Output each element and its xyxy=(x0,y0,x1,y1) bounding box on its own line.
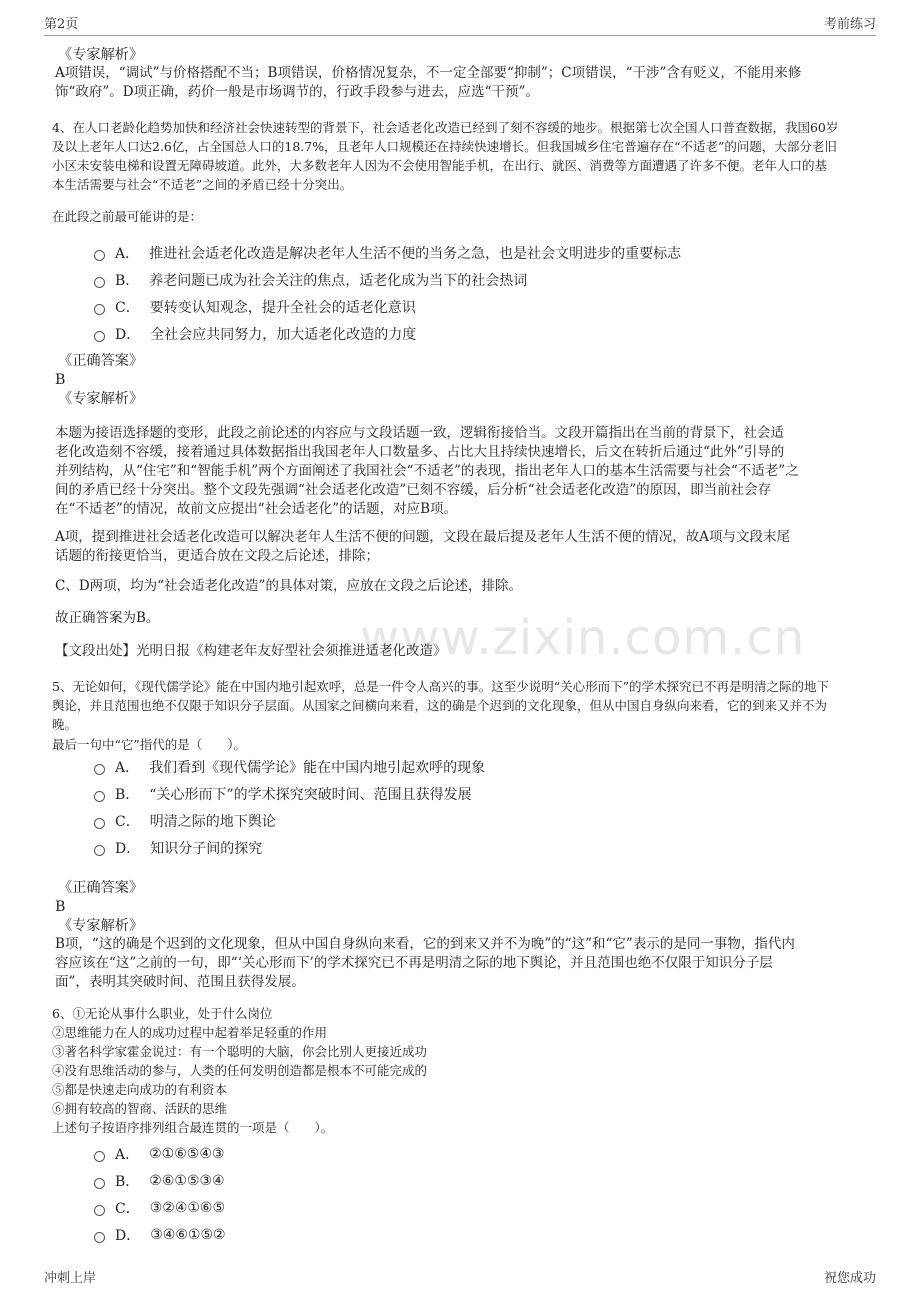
q5-stem-line: 舆论，并且范围也绝不仅限于知识分子层面。从国家之间横向来看，这的确是个迟到的文化现象，但从中国自身纵向来看，它的到来又并不为 xyxy=(52,698,828,713)
option-text: 养老问题已成为社会关注的焦点，适老化成为当下的社会热词 xyxy=(149,273,528,289)
q5-answer: B xyxy=(55,899,66,915)
q4-analysis-line: 并列结构，从“住宅”和“智能手机”两个方面阐述了我国社会“不适老”的表现，指出老年人口的基本生活需要与社会“不适老”之 xyxy=(55,463,799,479)
q4-stem-line: 4、在人口老龄化趋势加快和经济社会快速转型的背景下，社会适老化改造已经到了刻不容缓的地步。根据第七次全国人口普查数据，我国60岁 xyxy=(52,120,839,135)
option-letter: D． xyxy=(115,327,141,343)
option-letter: C． xyxy=(115,814,140,830)
radio-icon[interactable] xyxy=(94,764,105,775)
q5-analysis-line: 容应该在“这”之前的一句，即“‘关心形而下’的学术探究已不再是明清之际的地下舆论，并且范围也绝不仅限于知识分子层 xyxy=(55,955,773,971)
q6-stem-line: ⑤都是快速走向成功的有利资本 xyxy=(52,1082,228,1097)
footer-right: 祝您成功 xyxy=(823,1270,876,1286)
q3-analysis-line: 饰“政府”。D项正确，药价一般是市场调节的，行政手段参与进去，应选“干预”。 xyxy=(55,84,539,100)
q6-stem-line: ③著名科学家霍金说过：有一个聪明的大脑，你会比别人更接近成功 xyxy=(52,1044,428,1059)
q5-option-c[interactable] xyxy=(94,811,276,831)
q4-source: 【文段出处】光明日报《构建老年友好型社会须推进适老化改造》 xyxy=(55,643,447,659)
option-text: ③④⑥①⑤② xyxy=(150,1227,226,1243)
q4-analysis-line: 话题的衔接更恰当，更适合放在文段之后论述，排除； xyxy=(55,548,379,564)
q6-option-d[interactable] xyxy=(94,1225,226,1245)
q3-analysis xyxy=(55,64,801,102)
q6-stem xyxy=(52,1004,427,1137)
q4-stem xyxy=(52,118,838,194)
radio-icon[interactable] xyxy=(94,250,105,261)
watermark: www.zixin.com.cn xyxy=(360,610,806,666)
q4-answer: B xyxy=(55,372,66,388)
option-letter: B． xyxy=(115,787,140,803)
q6-option-b[interactable] xyxy=(94,1171,225,1191)
q4-prompt: 在此段之前最可能讲的是： xyxy=(52,209,203,224)
option-text: 推进社会适老化改造是解决老年人生活不便的当务之急，也是社会文明进步的重要标志 xyxy=(149,246,682,262)
radio-icon[interactable] xyxy=(94,818,105,829)
q4-analysis-line: 在“不适老”的情况，故前文应提出“社会适老化”的话题，对应B项。 xyxy=(55,501,458,517)
q4-option-b[interactable] xyxy=(94,270,527,290)
radio-icon[interactable] xyxy=(94,791,105,802)
option-text: “关心形而下”的学术探究突破时间、范围且获得发展 xyxy=(149,787,472,803)
option-letter: B． xyxy=(115,1174,140,1190)
option-letter: D． xyxy=(115,1228,141,1244)
q5-option-b[interactable] xyxy=(94,784,472,804)
q5-analysis xyxy=(55,935,795,992)
option-text: ②①⑥⑤④③ xyxy=(149,1146,225,1162)
q4-analysis-label: 《专家解析》 xyxy=(58,391,144,407)
q5-analysis-label: 《专家解析》 xyxy=(58,918,144,934)
q4-analysis-p4: 故正确答案为B。 xyxy=(55,610,160,626)
q5-prompt: 最后一句中“它”指代的是（ ）。 xyxy=(52,737,247,752)
q3-analysis-label: 《专家解析》 xyxy=(58,47,144,63)
q4-analysis-line: 老化改造刻不容缓，接着通过具体数据指出我国老年人口数量多、占比大且持续快速增长，后文在转折后通过“此外”引导的 xyxy=(55,444,785,460)
radio-icon[interactable] xyxy=(94,331,105,342)
q6-option-a[interactable] xyxy=(94,1144,224,1164)
radio-icon[interactable] xyxy=(94,1151,105,1162)
option-letter: A． xyxy=(115,246,140,262)
option-text: 要转变认知观念，提升全社会的适老化意识 xyxy=(149,300,416,316)
radio-icon[interactable] xyxy=(94,1232,105,1243)
q5-option-a[interactable] xyxy=(94,757,485,777)
q4-option-a[interactable] xyxy=(94,243,681,263)
q4-stem-line: 小区未安装电梯和设置无障碍坡道。此外，大多数老年人因为不会使用智能手机，在出行、就医、消费等方面遭遇了许多不便。老年人口的基 xyxy=(52,158,828,173)
option-text: 我们看到《现代儒学论》能在中国内地引起欢呼的现象 xyxy=(149,760,486,776)
q4-analysis-line: 本题为接语选择题的变形，此段之前论述的内容应与文段话题一致，逻辑衔接恰当。文段开篇指出在当前的背景下，社会适 xyxy=(55,425,784,441)
q4-analysis-p2 xyxy=(55,528,790,566)
option-text: ③②④①⑥⑤ xyxy=(149,1200,226,1216)
q5-stem xyxy=(52,677,829,734)
q4-analysis-line: A项，提到推进社会适老化改造可以解决老年人生活不便的问题，文段在最后提及老年人生活不便的情况，故A项与文段末尾 xyxy=(55,529,790,545)
radio-icon[interactable] xyxy=(94,1178,105,1189)
option-letter: A． xyxy=(115,760,140,776)
q6-stem-line: 6、①无论从事什么职业，处于什么岗位 xyxy=(52,1006,273,1021)
q4-analysis-p1 xyxy=(55,424,799,519)
q6-option-c[interactable] xyxy=(94,1198,225,1218)
q4-analysis-p3: C、D两项，均为“社会适老化改造”的具体对策，应放在文段之后论述，排除。 xyxy=(55,578,522,594)
q3-analysis-line: A项错误，“调试”与价格搭配不当；B项错误，价格情况复杂，不一定全部要“抑制”；C项错误，“干涉”含有贬义，不能用来修 xyxy=(55,65,802,81)
option-text: 全社会应共同努力，加大适老化改造的力度 xyxy=(150,327,417,343)
page-header xyxy=(44,12,876,36)
q5-answer-label: 《正确答案》 xyxy=(58,880,144,896)
radio-icon[interactable] xyxy=(94,1205,105,1216)
option-letter: B． xyxy=(115,273,140,289)
header-title: 考前练习 xyxy=(823,16,876,32)
q6-stem-line: 上述句子按语序排列组合最连贯的一项是（ ）。 xyxy=(52,1120,334,1135)
q5-option-d[interactable] xyxy=(94,838,262,858)
option-letter: D． xyxy=(115,841,141,857)
q6-stem-line: ⑥拥有较高的智商、活跃的思维 xyxy=(52,1101,228,1116)
option-text: 明清之际的地下舆论 xyxy=(149,814,276,830)
option-letter: A． xyxy=(115,1147,140,1163)
q5-stem-line: 5、无论如何，《现代儒学论》能在中国内地引起欢呼，总是一件令人高兴的事。这至少说明“关心形而下”的学术探究已不再是明清之际的地下 xyxy=(52,679,829,694)
q4-option-c[interactable] xyxy=(94,297,416,317)
q6-stem-line: ④没有思维活动的参与，人类的任何发明创造都是根本不可能完成的 xyxy=(52,1063,428,1078)
q4-analysis-line: 间的矛盾已经十分突出。整个文段先强调“社会适老化改造”已刻不容缓，后分析“社会适老化改造”的原因，即当前社会存 xyxy=(55,482,772,498)
option-letter: C． xyxy=(115,300,140,316)
q6-stem-line: ②思维能力在人的成功过程中起着举足轻重的作用 xyxy=(52,1025,328,1040)
q5-stem-line: 晚。 xyxy=(52,717,78,732)
q4-option-d[interactable] xyxy=(94,324,416,344)
radio-icon[interactable] xyxy=(94,845,105,856)
q4-stem-line: 本生活需要与社会“不适老”之间的矛盾已经十分突出。 xyxy=(52,177,353,192)
q5-analysis-line: B项，“这的确是个迟到的文化现象，但从中国自身纵向来看，它的到来又并不为晚”的“这”和“它”表示的是同一事物，指代内 xyxy=(55,936,795,952)
option-letter: C． xyxy=(115,1201,140,1217)
option-text: ②⑥①⑤③④ xyxy=(149,1173,225,1189)
q4-stem-line: 及以上老年人口达2.6亿，占全国总人口的18.7%，且老年人口规模还在持续快速增长。但我国城乡住宅普遍存在“不适老”的问题，大部分老旧 xyxy=(52,139,837,154)
radio-icon[interactable] xyxy=(94,304,105,315)
radio-icon[interactable] xyxy=(94,277,105,288)
option-text: 知识分子间的探究 xyxy=(150,841,263,857)
q5-analysis-line: 面”，表明其突破时间、范围且获得发展。 xyxy=(55,974,305,990)
page-number: 第2页 xyxy=(44,16,79,32)
q4-answer-label: 《正确答案》 xyxy=(58,353,144,369)
footer-left: 冲刺上岸 xyxy=(44,1270,97,1286)
page-footer xyxy=(44,1266,876,1286)
